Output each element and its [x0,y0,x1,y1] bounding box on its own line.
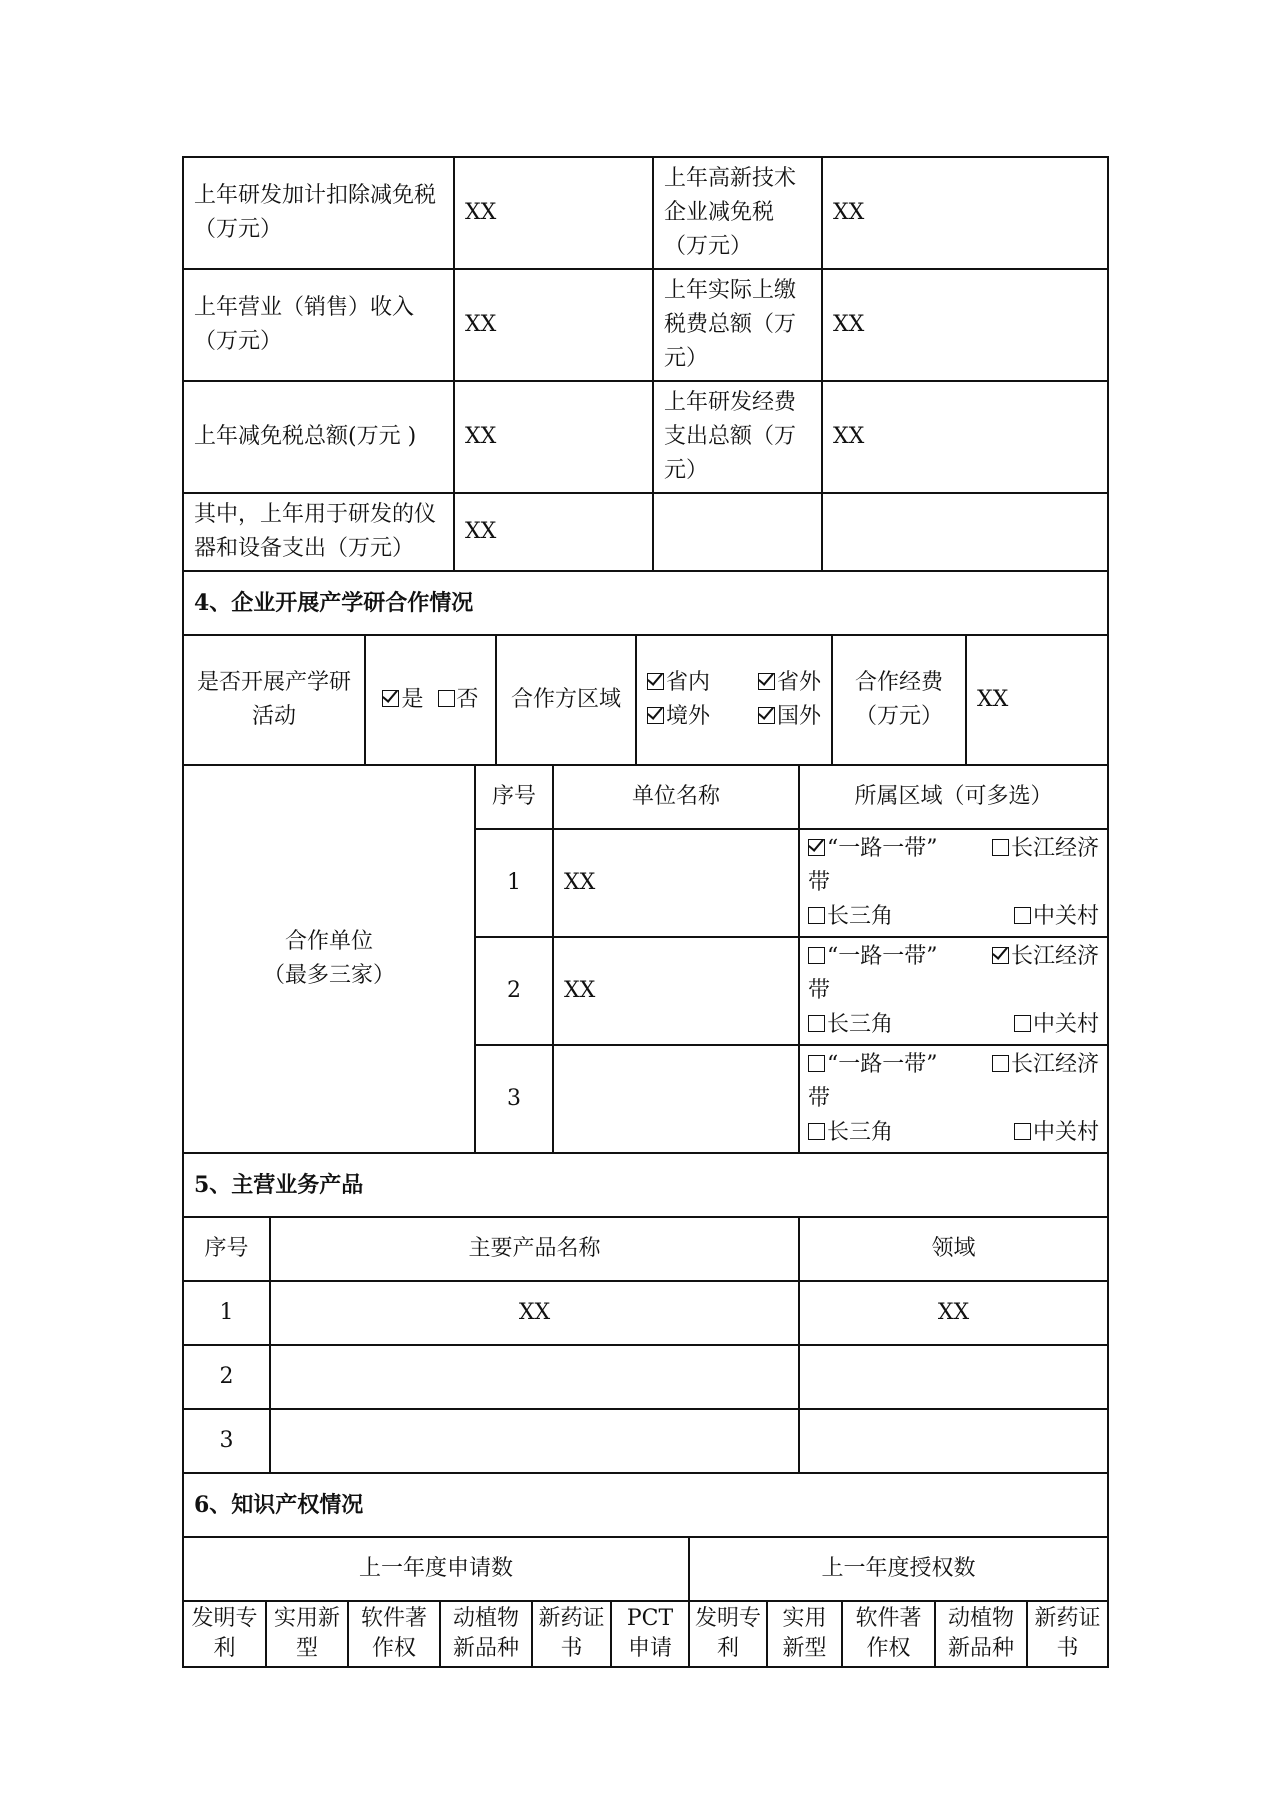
tax-row [183,269,1108,381]
ip-col: 新药证书 [1027,1601,1108,1667]
yangtze-checkbox[interactable] [992,839,1009,856]
no-label: 否 [456,687,479,712]
tax-value: XX [822,157,1108,269]
no-checkbox[interactable] [438,690,455,707]
form-frame [182,156,1107,1668]
opt-label: 长江经济 [1010,1052,1099,1077]
region-option-label: 省外 [776,670,821,695]
opt-label: 带 [808,1086,831,1111]
zgc-checkbox[interactable] [1014,1015,1031,1032]
activity-choice [365,635,496,765]
unit-name: XX [553,937,799,1045]
section-title-products: 5、主营业务产品 [183,1153,1108,1217]
tax-row [183,157,1108,269]
coop-activity-table [182,634,1109,766]
yrd-checkbox[interactable] [808,907,825,924]
belt-road-checkbox[interactable] [808,839,825,856]
product-field [799,1345,1108,1409]
ip-col: 软件著作权 [348,1601,440,1667]
col-no: 序号 [475,765,553,829]
region-option-label: 境外 [666,704,711,729]
opt-label: 长三角 [827,904,894,929]
tax-label: 上年减免税总额(万元 ) [183,381,454,493]
unit-name: XX [553,829,799,937]
yes-checkbox[interactable] [382,690,399,707]
opt-label: 带 [808,978,831,1003]
unit-regions [799,937,1108,1045]
zgc-checkbox[interactable] [1014,1123,1031,1140]
unit-regions [799,829,1108,937]
product-row [183,1409,1108,1473]
products-table [182,1152,1109,1538]
region-checkbox[interactable] [647,707,664,724]
product-name [270,1409,799,1473]
tax-label [653,493,822,571]
tax-label: 上年营业（销售）收入（万元） [183,269,454,381]
product-name: XX [270,1281,799,1345]
ip-col: 发明专利 [183,1601,266,1667]
yangtze-checkbox[interactable] [992,1055,1009,1072]
col-product-name: 主要产品名称 [270,1217,799,1281]
section-title-ip: 6、知识产权情况 [183,1473,1108,1537]
ip-col: 实用新型 [266,1601,348,1667]
col-no: 序号 [183,1217,270,1281]
tax-label: 上年高新技术企业减免税（万元） [653,157,822,269]
region-checkbox[interactable] [758,707,775,724]
tax-value: XX [822,381,1108,493]
tax-value: XX [454,381,653,493]
yes-label: 是 [401,687,424,712]
opt-label: “一路一带” [827,836,938,861]
tax-table [182,156,1109,636]
col-unit-name: 单位名称 [553,765,799,829]
region-checkbox[interactable] [758,673,775,690]
unit-name [553,1045,799,1153]
coop-units-table [182,764,1109,1154]
product-no: 3 [183,1409,270,1473]
yrd-checkbox[interactable] [808,1015,825,1032]
tax-value: XX [454,157,653,269]
belt-road-checkbox[interactable] [808,1055,825,1072]
opt-label: 中关村 [1032,904,1099,929]
product-no: 1 [183,1281,270,1345]
col-field: 领域 [799,1217,1108,1281]
tax-label: 上年实际上缴税费总额（万元） [653,269,822,381]
product-row [183,1345,1108,1409]
region-label: 合作方区域 [496,635,636,765]
product-field [799,1409,1108,1473]
tax-row [183,493,1108,571]
units-label [183,765,475,1153]
tax-value [822,493,1108,571]
units-label-main: 合作单位 [284,929,373,954]
product-row [183,1281,1108,1345]
ip-col: 实用新型 [767,1601,842,1667]
opt-label: 中关村 [1032,1120,1099,1145]
unit-no: 3 [475,1045,553,1153]
units-label-sub: （最多三家） [262,963,395,988]
tax-label: 其中，上年用于研发的仪器和设备支出（万元） [183,493,454,571]
tax-value: XX [454,493,653,571]
fund-value: XX [966,635,1108,765]
grant-count-label: 上一年度授权数 [689,1537,1108,1601]
col-region: 所属区域（可多选） [799,765,1108,829]
fund-label: 合作经费（万元） [832,635,966,765]
opt-label: 长三角 [827,1120,894,1145]
ip-col: 动植物新品种 [935,1601,1027,1667]
opt-label: “一路一带” [827,944,938,969]
product-no: 2 [183,1345,270,1409]
region-option-label: 国外 [776,704,821,729]
opt-label: 长江经济 [1010,836,1099,861]
product-name [270,1345,799,1409]
tax-label: 上年研发加计扣除减免税（万元） [183,157,454,269]
opt-label: “一路一带” [827,1052,938,1077]
opt-label: 长三角 [827,1012,894,1037]
yangtze-checkbox[interactable] [992,947,1009,964]
opt-label: 带 [808,870,831,895]
product-field: XX [799,1281,1108,1345]
opt-label: 中关村 [1032,1012,1099,1037]
ip-col: 新药证书 [532,1601,611,1667]
tax-row [183,381,1108,493]
activity-label: 是否开展产学研活动 [183,635,365,765]
opt-label: 长江经济 [1010,944,1099,969]
tax-value: XX [822,269,1108,381]
tax-label: 上年研发经费支出总额（万元） [653,381,822,493]
region-checkbox[interactable] [647,673,664,690]
region-options [636,635,832,765]
apply-count-label: 上一年度申请数 [183,1537,689,1601]
tax-value: XX [454,269,653,381]
yrd-checkbox[interactable] [808,1123,825,1140]
ip-col: 软件著作权 [842,1601,935,1667]
ip-col: PCT申请 [611,1601,689,1667]
unit-no: 1 [475,829,553,937]
zgc-checkbox[interactable] [1014,907,1031,924]
unit-regions [799,1045,1108,1153]
ip-col: 动植物新品种 [440,1601,532,1667]
ip-col: 发明专利 [689,1601,767,1667]
ip-table [182,1536,1109,1668]
region-option-label: 省内 [666,670,711,695]
unit-no: 2 [475,937,553,1045]
section-title-coop: 4、企业开展产学研合作情况 [183,571,1108,635]
belt-road-checkbox[interactable] [808,947,825,964]
